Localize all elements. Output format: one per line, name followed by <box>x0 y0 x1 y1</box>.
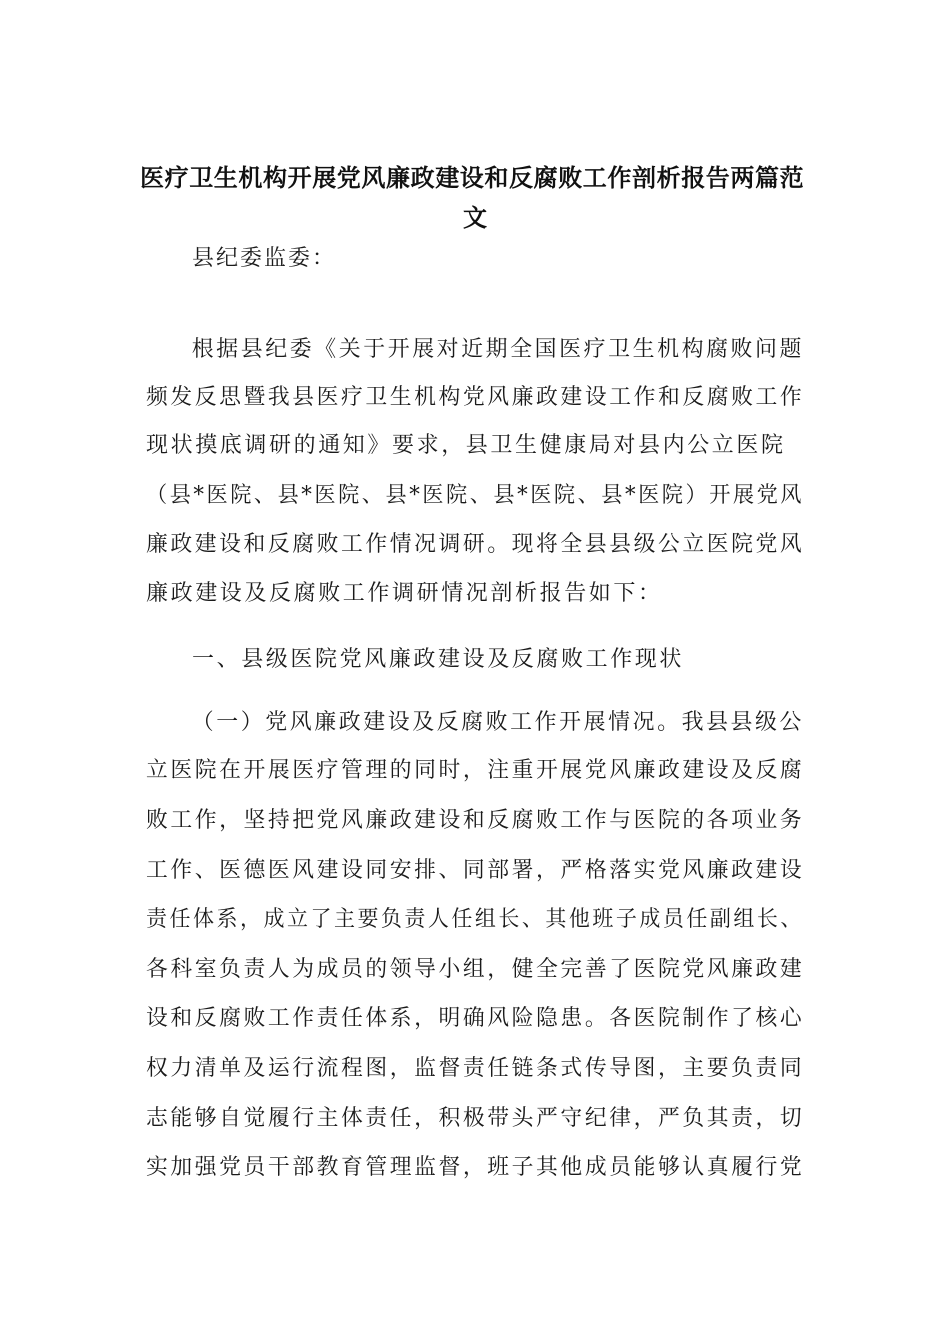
document-title-line-2: 文 <box>463 204 487 232</box>
paragraph-1-line: 廉政建设和反腐败工作情况调研。现将全县县级公立医院党风 <box>146 532 805 557</box>
paragraph-1-line: 现状摸底调研的通知》要求，县卫生健康局对县内公立医院 <box>146 433 786 458</box>
paragraph-1-line: （县*医院、县*医院、县*医院、县*医院、县*医院）开展党风 <box>146 483 805 508</box>
paragraph-2-line: 志能够自觉履行主体责任，积极带头严守纪律，严负其责，切 <box>146 1106 805 1131</box>
document-title-line-1: 医疗卫生机构开展党风廉政建设和反腐败工作剖析报告两篇范 <box>140 164 805 192</box>
paragraph-2-line: 立医院在开展医疗管理的同时，注重开展党风廉政建设及反腐 <box>146 758 805 783</box>
paragraph-1-line: 频发反思暨我县医疗卫生机构党风廉政建设工作和反腐败工作 <box>146 385 805 410</box>
paragraph-1-line: 廉政建设及反腐败工作调研情况剖析报告如下： <box>146 581 663 606</box>
salutation: 县纪委监委： <box>192 246 337 271</box>
section-heading: 一、县级医院党风廉政建设及反腐败工作现状 <box>192 647 685 672</box>
paragraph-2-line: （一）党风廉政建设及反腐败工作开展情况。我县县级公 <box>191 710 805 735</box>
paragraph-2-line: 责任体系，成立了主要负责人任组长、其他班子成员任副组长、 <box>146 907 804 932</box>
paragraph-2-line: 设和反腐败工作责任体系，明确风险隐患。各医院制作了核心 <box>146 1006 805 1031</box>
paragraph-2-line: 败工作，坚持把党风廉政建设和反腐败工作与医院的各项业务 <box>146 808 805 833</box>
paragraph-2-line: 各科室负责人为成员的领导小组，健全完善了医院党风廉政建 <box>146 957 805 982</box>
document-title <box>140 158 810 238</box>
paragraph-2-line: 实加强党员干部教育管理监督，班子其他成员能够认真履行党 <box>146 1155 805 1180</box>
paragraph-2-line: 工作、医德医风建设同安排、同部署，严格落实党风廉政建设 <box>146 858 805 883</box>
paragraph-2-line: 权力清单及运行流程图，监督责任链条式传导图，主要负责同 <box>146 1056 805 1081</box>
paragraph-1-line: 根据县纪委《关于开展对近期全国医疗卫生机构腐败问题 <box>191 337 805 362</box>
